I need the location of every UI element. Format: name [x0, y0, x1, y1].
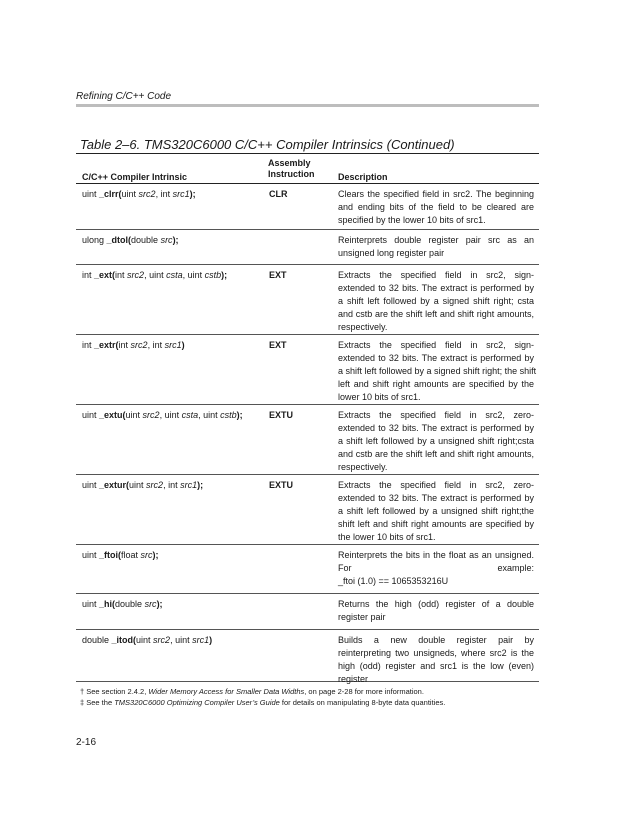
- intrinsic-description: [338, 549, 534, 588]
- text-run: uint: [82, 599, 100, 609]
- text-run: );: [236, 410, 243, 420]
- text-run: , uint: [170, 635, 193, 645]
- description-line: Extracts the specified field in src2, sign-: [338, 340, 534, 350]
- intrinsic-signature: [82, 409, 266, 422]
- text-run: uint: [82, 550, 100, 560]
- text-run: src2: [153, 635, 171, 645]
- text-run: double: [115, 599, 145, 609]
- description-line: unsigned long register pair: [338, 248, 445, 258]
- description-line: and cstb are the shift left and shift right amounts,: [338, 449, 534, 459]
- description-line: a shift left followed by a signed shift right; the shift: [338, 366, 537, 376]
- text-run: src1: [192, 635, 210, 645]
- text-run: src2: [127, 270, 145, 280]
- description-line: lower 10 bits of src1.: [338, 392, 421, 402]
- description-line: Clears the specified field in src2. The beginning: [338, 189, 534, 199]
- description-line: Returns the high (odd) register of a double: [338, 599, 534, 609]
- description-line: a shift left followed by a unsigned shift right;the: [338, 506, 534, 516]
- table-caption: Table 2–6. TMS320C6000 C/C++ Compiler Intrinsics (Continued): [80, 137, 455, 152]
- text-run: int: [82, 340, 95, 350]
- footnote-2: [80, 697, 445, 708]
- text-run: _hi(: [99, 599, 116, 609]
- footnote-1: [80, 686, 445, 697]
- column-header-assembly-line1: Assembly: [268, 158, 311, 168]
- intrinsic-signature: [82, 339, 266, 352]
- text-run: );: [197, 480, 204, 490]
- assembly-instruction: CLR: [269, 189, 288, 199]
- text-run: src2: [142, 410, 160, 420]
- text-run: );: [221, 270, 228, 280]
- text-run: csta: [181, 410, 199, 420]
- description-line: left and shift right amounts are specified by the: [338, 379, 534, 389]
- table-row: [76, 544, 539, 594]
- description-line: and ending bits of the field to be cleared are: [338, 202, 534, 212]
- text-run: _ftoi(: [99, 550, 122, 560]
- description-line: a shift left followed by a unsigned shift right;csta: [338, 436, 534, 446]
- text-run: int: [118, 340, 131, 350]
- description-line: extended to 32 bits. The extract is performed by: [338, 423, 534, 433]
- text-run: src1: [172, 189, 190, 199]
- table-row: [76, 183, 539, 230]
- assembly-instruction: EXTU: [269, 410, 294, 420]
- assembly-instruction: EXT: [269, 340, 287, 350]
- text-run: uint: [121, 189, 139, 199]
- text-run: , uint: [182, 270, 205, 280]
- intrinsic-signature: [82, 479, 266, 492]
- intrinsic-description: [338, 188, 534, 227]
- text-run: TMS320C6000 Optimizing Compiler User’s Guide: [114, 698, 280, 707]
- description-line: Reinterprets double register pair src as an: [338, 235, 534, 245]
- intrinsic-description: [338, 234, 534, 260]
- text-run: for details on manipulating 8-byte data quantities.: [279, 698, 446, 707]
- text-run: _ext(: [94, 270, 116, 280]
- intrinsic-description: [338, 598, 534, 624]
- table-row: [76, 474, 539, 545]
- table-row: [76, 264, 539, 335]
- description-line: Extracts the specified field in src2, zero-: [338, 410, 534, 420]
- text-run: uint: [125, 410, 143, 420]
- text-run: cstb: [204, 270, 222, 280]
- text-run: );: [152, 550, 159, 560]
- description-line: For example:: [338, 563, 534, 573]
- intrinsic-signature: [82, 188, 266, 201]
- text-run: );: [156, 599, 163, 609]
- text-run: , on page 2-28 for more information.: [304, 687, 424, 696]
- running-header: Refining C/C++ Code: [76, 91, 172, 102]
- table-row: [76, 229, 539, 265]
- description-line: respectively.: [338, 462, 388, 472]
- table-row: [76, 404, 539, 475]
- description-line: Extracts the specified field in src2, sign-: [338, 270, 534, 280]
- description-line: extended to 32 bits. The extract is performed by: [338, 493, 534, 503]
- text-run: src: [144, 599, 157, 609]
- text-run: );: [189, 189, 196, 199]
- description-line: shift left and shift right amounts are specified by: [338, 519, 534, 529]
- text-run: src1: [180, 480, 198, 490]
- intrinsic-signature: [82, 269, 266, 282]
- column-header-intrinsic: C/C++ Compiler Intrinsic: [82, 172, 188, 182]
- text-run: float: [121, 550, 141, 560]
- text-run: , uint: [198, 410, 221, 420]
- column-header-assembly-line2: Instruction: [268, 169, 315, 179]
- assembly-instruction: EXTU: [269, 480, 294, 490]
- text-run: Wider Memory Access for Smaller Data Widths: [148, 687, 305, 696]
- assembly-instruction: EXT: [269, 270, 287, 280]
- column-header-description: Description: [338, 172, 388, 182]
- text-run: src2: [138, 189, 156, 199]
- text-run: ulong: [82, 235, 107, 245]
- text-run: uint: [129, 480, 147, 490]
- intrinsic-signature: [82, 598, 266, 611]
- text-run: double: [82, 635, 112, 645]
- description-line: Reinterprets the bits in the float as an unsigned.: [338, 550, 534, 560]
- table-row: [76, 334, 539, 405]
- intrinsic-description: [338, 409, 534, 474]
- description-line: specified by the lower 10 bits of src1.: [338, 215, 486, 225]
- table-row: [76, 593, 539, 630]
- description-line: reinterpreting two unsigneds, where src2 is the: [338, 648, 534, 658]
- description-line: register pair: [338, 612, 386, 622]
- page-number: 2-16: [76, 737, 97, 748]
- description-line: the lower 10 bits of src1.: [338, 532, 436, 542]
- text-run: _extur(: [99, 480, 130, 490]
- intrinsic-signature: [82, 549, 266, 562]
- description-line: Builds a new double register pair by: [338, 635, 534, 645]
- text-run: † See section 2.4.2,: [80, 687, 149, 696]
- text-run: ): [209, 635, 213, 645]
- text-run: int: [115, 270, 128, 280]
- text-run: , int: [155, 189, 173, 199]
- intrinsic-description: [338, 479, 534, 544]
- text-run: int: [82, 270, 95, 280]
- intrinsic-description: [338, 634, 534, 686]
- description-line: and cstb are the shift left and shift right amounts,: [338, 309, 534, 319]
- header-rule: [76, 104, 539, 107]
- text-run: uint: [136, 635, 154, 645]
- text-run: src1: [164, 340, 182, 350]
- text-run: ‡ See the: [80, 698, 115, 707]
- text-run: csta: [166, 270, 183, 280]
- text-run: _extr(: [94, 340, 119, 350]
- text-run: _dtol(: [106, 235, 132, 245]
- text-run: ): [181, 340, 185, 350]
- text-run: _extu(: [99, 410, 126, 420]
- text-run: src2: [146, 480, 164, 490]
- text-run: double: [131, 235, 161, 245]
- description-line: _ftoi (1.0) == 1065353216U: [338, 576, 449, 586]
- footnotes: [80, 686, 445, 708]
- description-line: extended to 32 bits. The extract is performed by: [338, 283, 534, 293]
- text-run: );: [172, 235, 179, 245]
- text-run: src: [160, 235, 173, 245]
- description-line: Extracts the specified field in src2, zero-: [338, 480, 534, 490]
- text-run: , uint: [159, 410, 182, 420]
- description-line: extended to 32 bits. The extract is performed by: [338, 353, 534, 363]
- text-run: , uint: [144, 270, 167, 280]
- text-run: , int: [147, 340, 165, 350]
- text-run: src: [140, 550, 153, 560]
- table-top-rule: [76, 153, 539, 154]
- table-row: [76, 629, 539, 682]
- text-run: src2: [130, 340, 148, 350]
- description-line: high (odd) register and src1 is the low (even): [338, 661, 534, 671]
- column-header-assembly: [268, 158, 315, 180]
- text-run: uint: [82, 189, 100, 199]
- intrinsic-description: [338, 339, 537, 404]
- description-line: a shift left followed by a signed shift right; csta: [338, 296, 534, 306]
- intrinsic-signature: [82, 634, 266, 647]
- text-run: uint: [82, 480, 100, 490]
- text-run: , int: [163, 480, 181, 490]
- description-line: register: [338, 674, 369, 684]
- text-run: _itod(: [111, 635, 137, 645]
- intrinsic-signature: [82, 234, 266, 247]
- intrinsic-description: [338, 269, 534, 334]
- text-run: _clrr(: [99, 189, 122, 199]
- text-run: cstb: [220, 410, 237, 420]
- description-line: respectively.: [338, 322, 388, 332]
- text-run: uint: [82, 410, 100, 420]
